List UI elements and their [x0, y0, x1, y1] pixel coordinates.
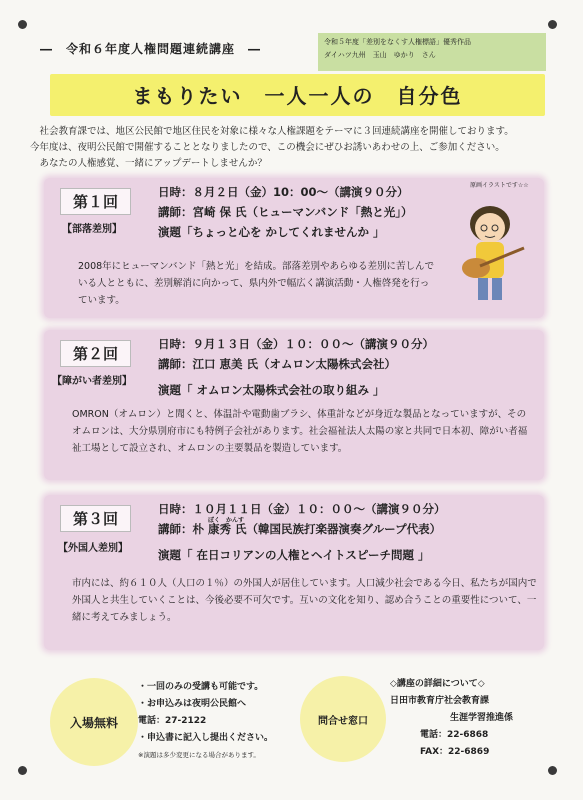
- contact-org: 日田市教育庁社会教育課: [390, 696, 490, 706]
- session-1-description: 2008年にヒューマンバンド「熱と光」を結成。部落差別やあらゆる差別に苦しんでいる人とともに、差別解消に向かって、県内外で幅広く講演活動・人権啓発を行っています。: [78, 261, 435, 306]
- note-line: ・申込書に記入し提出ください。: [138, 733, 274, 743]
- decor-dot: [18, 20, 27, 29]
- session-2-topic: 演題「 オムロン太陽株式会社の取り組み 」: [158, 383, 385, 397]
- session-3-speaker-ruby: ぼく かんす: [208, 517, 245, 524]
- session-3-topic: 演題「 在日コリアンの人権とヘイトスピーチ問題 」: [158, 548, 430, 562]
- main-title: まもりたい 一人一人の 自分色: [132, 84, 463, 108]
- contact-details: [390, 676, 513, 761]
- footer-notes: [138, 679, 273, 764]
- session-3-speaker-row: [158, 519, 446, 539]
- session-1-number: 第１回: [60, 188, 131, 215]
- contact-fax: FAX：22-6869: [420, 747, 490, 757]
- award-box: [318, 33, 546, 71]
- session-3-speaker: 講師：朴 康秀 氏（韓国民族打楽器演奏グループ代表）: [158, 522, 442, 536]
- intro-line: あなたの人権感覚、一緒にアップデートしませんか？: [39, 158, 267, 169]
- illustration-caption: 原画イラストです☆☆: [470, 182, 529, 189]
- session-1-category: 【部落差別】: [62, 224, 122, 235]
- session-1-speaker: 講師：宮崎 保 氏（ヒューマンバンド「熱と光」）: [158, 205, 413, 219]
- session-2-speaker: 講師：江口 恵美 氏（オムロン太陽株式会社）: [158, 357, 397, 371]
- free-entry-badge: [50, 678, 138, 766]
- contact-heading: ◇講座の詳細について◇: [390, 679, 485, 689]
- session-1-info: [158, 182, 412, 242]
- session-3-description: 市内には、約６１０人（人口の１％）の外国人が居住しています。人口減少社会である今日、私たちが国内で外国人と共生していくことは、今後必要不可欠です。互いの文化を知り、認め合うことの重要性について、一緒に考えてみましょう。: [72, 578, 537, 623]
- note-line: 電話：27-2122: [138, 716, 207, 726]
- contact-phone: 電話：22-6868: [420, 730, 489, 740]
- contact-dept: 生涯学習推進係: [450, 713, 514, 723]
- free-entry-label: 入場無料: [69, 715, 118, 730]
- session-1-date: 日時：８月２日（金）10：00～（講演９０分）: [158, 185, 409, 199]
- decor-dot: [548, 766, 557, 775]
- series-title: ― 令和６年度人権問題連続講座 ―: [40, 42, 262, 56]
- note-line: ・一回のみの受講も可能です。: [138, 682, 264, 692]
- session-2-info: [158, 334, 434, 400]
- note-line: ・お申込みは夜明公民館へ: [138, 699, 247, 709]
- session-1-topic: 演題「ちょっと心を かしてくれませんか 」: [158, 225, 385, 239]
- session-3-number: 第３回: [60, 505, 131, 532]
- session-2-category: 【障がい者差別】: [52, 376, 132, 387]
- intro-line: 社会教育課では、地区公民館で地区住民を対象に様々な人権課題をテーマに３回連続講座を開催しております。: [39, 126, 514, 137]
- award-author: ダイハツ九州 玉山 ゆかり さん: [324, 51, 436, 59]
- session-3-category: 【外国人差別】: [58, 543, 128, 554]
- session-3-date: 日時：１０月１１日（金）１０：００～（講演９０分）: [158, 502, 446, 516]
- contact-label: 問合せ窓口: [318, 715, 368, 727]
- session-3-info: [158, 499, 446, 565]
- contact-badge: [300, 676, 386, 762]
- guitar-player-illustration: [440, 196, 536, 306]
- decor-dot: [548, 20, 557, 29]
- session-2-panel: [44, 330, 544, 480]
- note-line-small: ※演題は多少変更になる場合があります。: [138, 751, 260, 759]
- decor-dot: [18, 766, 27, 775]
- intro-text: [30, 124, 560, 172]
- session-2-description: OMRON（オムロン）と聞くと、体温計や電動歯ブラシ、体重計などが身近な製品となっていますが、そのオムロンは、大分県別府市にも特例子会社があります。社会福祉法人太陽の家と共同で日本初、障がい者福祉工場として設立され、オムロンの主要製品を製造しています。: [72, 409, 528, 454]
- session-2-date: 日時：９月１３日（金）１０：００～（講演９０分）: [158, 337, 434, 351]
- session-3-panel: [44, 495, 544, 650]
- session-2-number: 第２回: [60, 340, 131, 367]
- award-title: 令和５年度「差別をなくす人権標語」優秀作品: [324, 38, 471, 46]
- intro-line: 今年度は、夜明公民館で開催することとなりましたので、この機会にぜひお誘いあわせの上、ご参加ください。: [30, 142, 505, 153]
